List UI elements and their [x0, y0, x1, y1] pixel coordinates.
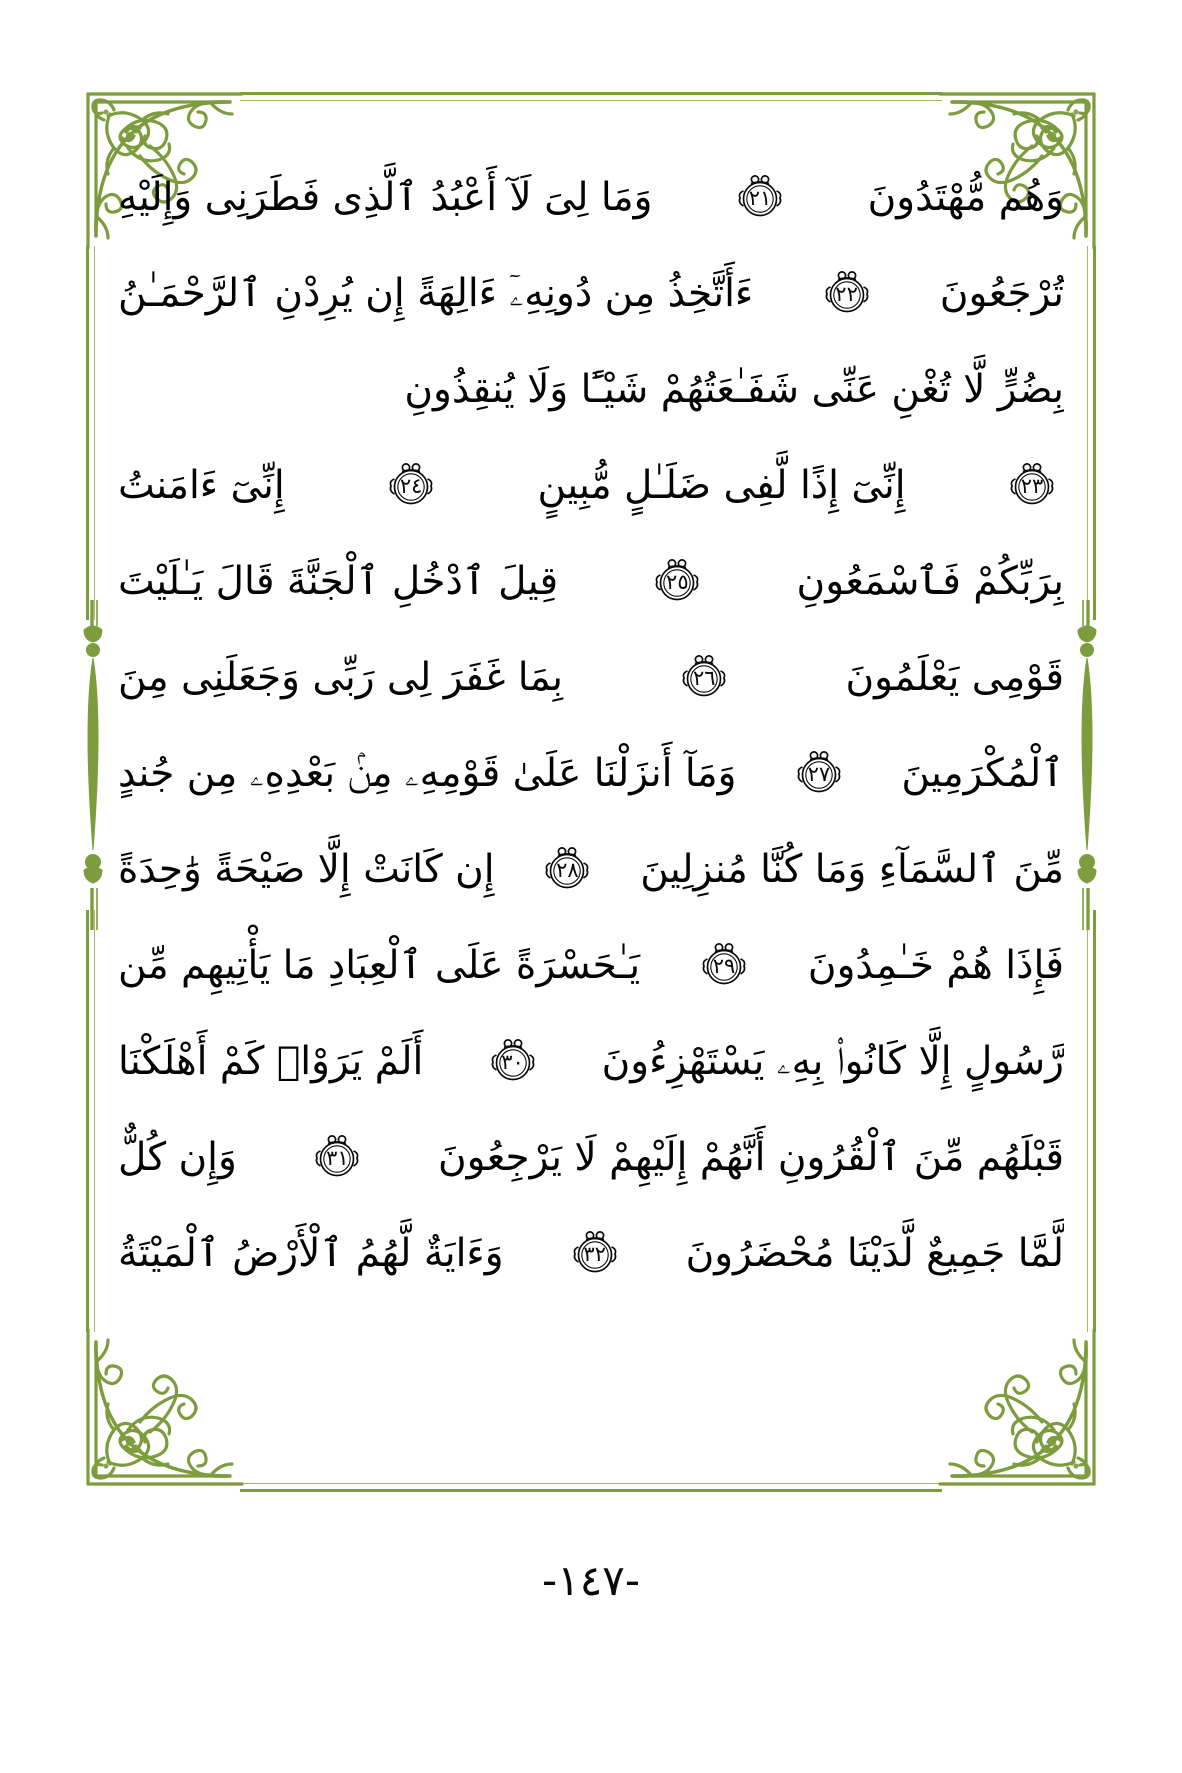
ayah-text-segment: وَهُم مُّهْتَدُونَ [867, 174, 1064, 220]
ayah-number-medallion[interactable] [651, 556, 703, 608]
ayah-number-medallion[interactable] [487, 1036, 539, 1088]
ayah-text-segment: يَـٰحَسْرَةً عَلَى ٱلْعِبَادِ مَا يَأْتِيهِم مِّن [118, 942, 641, 988]
ayah-text-segment: مِّنَ ٱلسَّمَآءِ وَمَا كُنَّا مُنزِلِينَ [640, 846, 1064, 892]
ayah-text-segment: وَمَآ أَنزَلْنَا عَلَىٰ قَوْمِهِۦ مِنۢ بَعْدِهِۦ مِن جُندٍ [118, 750, 737, 796]
quran-text-block [118, 150, 1064, 1400]
ayah-number-medallion[interactable] [698, 940, 750, 992]
ayah-text-segment: قَبْلَهُم مِّنَ ٱلْقُرُونِ أَنَّهُمْ إِلَيْهِمْ لَا يَرْجِعُونَ [437, 1134, 1064, 1180]
ayah-text-segment: أَلَمْ يَرَوْا۟ كَمْ أَهْلَكْنَا [118, 1038, 424, 1084]
ayah-number-label: ٢٥ [666, 569, 689, 594]
ayah-number-medallion[interactable] [793, 748, 845, 800]
ayah-number-medallion[interactable] [541, 844, 593, 896]
ayah-number-medallion[interactable] [311, 1132, 363, 1184]
ayah-text-segment: ءَأَتَّخِذُ مِن دُونِهِۦٓ ءَالِهَةً إِن يُرِدْنِ ٱلرَّحْمَـٰنُ [118, 270, 754, 316]
ayah-number-label: ٢٩ [712, 953, 736, 978]
ayah-line [118, 630, 1064, 726]
ayah-line [118, 918, 1064, 1014]
ayah-number-medallion[interactable] [678, 652, 730, 704]
ayah-number-label: ٢٦ [692, 665, 716, 690]
ayah-line [118, 1206, 1064, 1302]
ayah-text-segment: وَمَا لِىَ لَآ أَعْبُدُ ٱلَّذِى فَطَرَنِى وَإِلَيْهِ [118, 174, 653, 220]
ayah-text-segment: وَءَايَةٌ لَّهُمُ ٱلْأَرْضُ ٱلْمَيْتَةُ [118, 1230, 504, 1276]
ayah-line [118, 246, 1064, 342]
ayah-text-segment: قَوْمِى يَعْلَمُونَ [845, 654, 1064, 700]
ayah-number-medallion[interactable] [385, 460, 437, 512]
ayah-text-segment: لَّمَّا جَمِيعٌ لَّدَيْنَا مُحْضَرُونَ [685, 1230, 1064, 1276]
ayah-line [118, 534, 1064, 630]
ayah-number-label: ٢٤ [399, 473, 423, 498]
ayah-text-segment: رَّسُولٍ إِلَّا كَانُوا۟ بِهِۦ يَسْتَهْزِءُونَ [601, 1038, 1064, 1084]
ayah-text-segment: إِن كَانَتْ إِلَّا صَيْحَةً وَٰحِدَةً [118, 846, 495, 892]
ayah-text-segment: قِيلَ ٱدْخُلِ ٱلْجَنَّةَ قَالَ يَـٰلَيْتَ [118, 558, 559, 604]
side-leaf-ornament-icon [1064, 600, 1110, 930]
ayah-text-segment: إِنِّىٓ إِذًا لَّفِى ضَلَـٰلٍ مُّبِينٍ [537, 462, 906, 508]
page-number: -١٤٧- [542, 1556, 640, 1605]
ayah-number-medallion[interactable] [821, 268, 873, 320]
ayah-number-label: ٢٧ [807, 761, 831, 786]
ayah-text-segment: تُرْجَعُونَ [939, 270, 1064, 316]
ayah-text-segment: فَإِذَا هُمْ خَـٰمِدُونَ [807, 942, 1064, 988]
ayah-number-label: ٢٨ [556, 857, 579, 882]
ayah-line [118, 1014, 1064, 1110]
ayah-number-label: ٣٠ [501, 1049, 524, 1074]
ayah-number-medallion[interactable] [569, 1228, 621, 1280]
ayah-line [118, 822, 1064, 918]
ayah-text-segment: بِضُرٍّ لَّا تُغْنِ عَنِّى شَفَـٰعَتُهُمْ شَيْـًٔا وَلَا يُنقِذُونِ [404, 366, 1064, 412]
ayah-line [118, 150, 1064, 246]
side-leaf-ornament-icon [70, 600, 116, 930]
ayah-line [118, 1110, 1064, 1206]
ayah-text-segment: بِمَا غَفَرَ لِى رَبِّى وَجَعَلَنِى مِنَ [118, 654, 564, 700]
ayah-text-segment: ٱلْمُكْرَمِينَ [901, 750, 1064, 796]
ayah-number-label: ٢٢ [835, 281, 858, 306]
ayah-line [118, 438, 1064, 534]
ayah-text-segment: وَإِن كُلٌّ [118, 1134, 237, 1180]
ayah-number-label: ٢١ [748, 185, 772, 210]
ayah-number-medallion[interactable] [734, 172, 786, 224]
ayah-line [118, 726, 1064, 822]
ayah-text-segment: بِرَبِّكُمْ فَٱسْمَعُونِ [796, 558, 1064, 604]
ayah-number-label: ٣٢ [583, 1241, 606, 1266]
ayah-line [118, 342, 1064, 438]
ayah-text-segment: إِنِّىٓ ءَامَنتُ [118, 462, 285, 508]
ayah-number-label: ٣١ [326, 1145, 349, 1170]
ayah-number-medallion[interactable] [1006, 460, 1058, 512]
ayah-number-label: ٢٣ [1020, 473, 1044, 498]
